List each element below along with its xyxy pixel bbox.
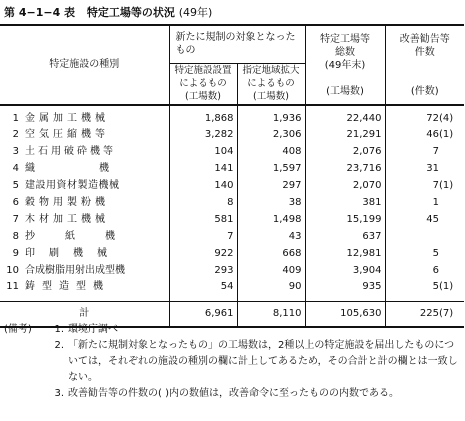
row-number: 6	[12, 197, 19, 209]
total-count: 21,291	[305, 127, 385, 144]
notes-label: (備考)	[4, 324, 32, 335]
install-count: 141	[169, 161, 237, 178]
install-count: 104	[169, 144, 237, 161]
install-count: 922	[169, 246, 237, 263]
row-number: 11	[6, 281, 19, 293]
expand-count: 43	[237, 229, 305, 246]
row-number: 10	[6, 265, 19, 277]
expand-count: 38	[237, 195, 305, 212]
table-row	[0, 178, 464, 195]
install-count: 1,868	[169, 105, 237, 127]
row-number: 5	[12, 180, 19, 192]
advice-count: 1	[432, 197, 439, 209]
table-number: 第 4−1−4 表	[4, 6, 76, 19]
header-by-area-expansion: 指定地域拡大によるもの (工場数)	[237, 63, 305, 105]
advice-count: 45	[426, 214, 439, 226]
table-year: (49年)	[178, 6, 213, 19]
facility-name: 織機	[25, 163, 173, 175]
table-row	[0, 195, 464, 212]
advice-count: 72	[426, 113, 439, 125]
order-count: (4)	[439, 113, 454, 125]
row-number: 1	[12, 113, 19, 125]
total-count: 2,076	[305, 144, 385, 161]
expand-count: 90	[237, 280, 305, 302]
table-row	[0, 229, 464, 246]
row-number: 9	[12, 248, 19, 260]
facility-name: 空気圧縮機等	[25, 129, 109, 141]
expand-count: 1,597	[237, 161, 305, 178]
table-row	[0, 144, 464, 161]
row-number: 8	[12, 231, 19, 243]
total-count: 2,070	[305, 178, 385, 195]
total-expand: 8,110	[237, 302, 305, 328]
note-item	[4, 322, 462, 338]
header-improvement-advice: 改善勧告等 件数 (件数)	[385, 25, 464, 105]
facility-name: 金属加工機械	[25, 113, 109, 125]
facility-name: 抄紙機	[25, 231, 145, 243]
expand-count: 668	[237, 246, 305, 263]
total-factories: 105,630	[305, 302, 385, 328]
facility-name: 印刷機械	[25, 248, 121, 260]
facility-name: 土石用破砕機等	[25, 146, 116, 158]
advice-count: 7	[432, 180, 439, 192]
facility-name: 穀物用製粉機	[25, 197, 109, 209]
advice-count: 7	[432, 146, 439, 158]
total-count: 381	[305, 195, 385, 212]
row-number: 3	[12, 146, 19, 158]
install-count: 140	[169, 178, 237, 195]
expand-count: 297	[237, 178, 305, 195]
note-item	[4, 338, 462, 386]
row-number: 4	[12, 163, 19, 175]
note-number: 2.	[54, 340, 64, 351]
install-count: 3,282	[169, 127, 237, 144]
expand-count: 408	[237, 144, 305, 161]
table-row	[0, 127, 464, 144]
total-advice: 225	[419, 307, 439, 319]
note-number: 3.	[54, 388, 64, 399]
table-row	[0, 263, 464, 280]
table-row	[0, 105, 464, 127]
total-order: (7)	[439, 307, 454, 319]
install-count: 7	[169, 229, 237, 246]
install-count: 54	[169, 280, 237, 302]
total-count: 12,981	[305, 246, 385, 263]
install-count: 581	[169, 212, 237, 229]
row-number: 7	[12, 214, 19, 226]
table-row	[0, 212, 464, 229]
facility-name: 鋳型造型機	[25, 281, 110, 293]
note-number: 1.	[54, 324, 64, 335]
expand-count: 1,936	[237, 105, 305, 127]
note-item	[4, 386, 462, 402]
table-caption: 特定工場等の状況	[86, 6, 175, 19]
header-facility-type: 特定施設の種別	[0, 25, 169, 105]
table-row	[0, 161, 464, 178]
install-count: 8	[169, 195, 237, 212]
facility-name: 合成樹脂用射出成型機	[25, 265, 125, 277]
expand-count: 409	[237, 263, 305, 280]
advice-count: 5	[432, 248, 439, 260]
total-count: 637	[305, 229, 385, 246]
header-by-installation: 特定施設設置によるもの (工場数)	[169, 63, 237, 105]
table-title	[4, 4, 212, 20]
total-count: 22,440	[305, 105, 385, 127]
table-row	[0, 280, 464, 302]
factory-status-table	[0, 24, 464, 328]
order-count: (1)	[439, 180, 454, 192]
note-text: 改善勧告等の件数の( )内の数値は，改善命令に至ったものの内数である。	[68, 388, 399, 399]
order-count: (1)	[439, 129, 454, 141]
expand-count: 1,498	[237, 212, 305, 229]
row-number: 2	[12, 129, 19, 141]
note-text: 環境庁調べ	[68, 324, 118, 335]
advice-count: 31	[426, 163, 439, 175]
order-count: (1)	[439, 281, 454, 293]
advice-count: 5	[432, 281, 439, 293]
total-count: 15,199	[305, 212, 385, 229]
advice-count: 6	[432, 265, 439, 277]
table-row	[0, 246, 464, 263]
total-label: 計	[0, 302, 169, 328]
install-count: 293	[169, 263, 237, 280]
header-new-regulated: 新たに規制の対象となったもの	[169, 25, 305, 63]
note-text: 「新たに規制対象となったもの」の工場数は，2種以上の特定施設を届出したものについては，それぞれの施設の種別の欄に計上してあるため，その合計と計の欄とは一致しない。	[68, 340, 458, 383]
facility-name: 建設用資材製造機械	[25, 180, 120, 192]
facility-name: 木材加工機械	[25, 214, 109, 226]
notes-section	[4, 322, 462, 402]
advice-count: 46	[426, 129, 439, 141]
expand-count: 2,306	[237, 127, 305, 144]
total-count: 23,716	[305, 161, 385, 178]
header-total-factories: 特定工場等 総数 (49年末) (工場数)	[305, 25, 385, 105]
total-count: 935	[305, 280, 385, 302]
total-install: 6,961	[169, 302, 237, 328]
total-count: 3,904	[305, 263, 385, 280]
